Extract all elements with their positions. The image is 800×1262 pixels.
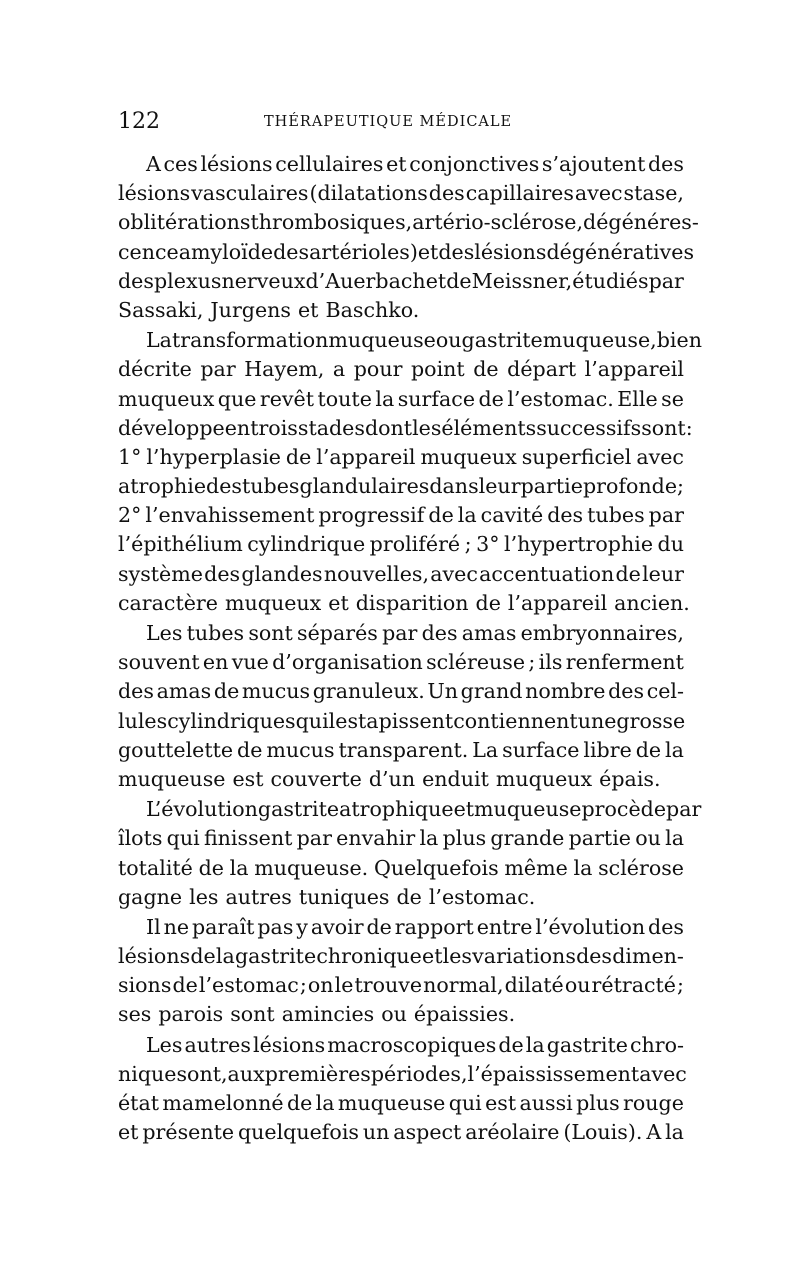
- body-text: [118, 150, 702, 1147]
- text-line: Les tubes sont séparés par des amas embryonnaires,: [146, 621, 684, 645]
- paragraph: [118, 913, 684, 1030]
- text-line: décrite par Hayem, a pour point de départ l’appareil: [118, 357, 684, 382]
- text-line: Les autres lésions macroscopiques de la gastrite chro-: [146, 1032, 684, 1057]
- text-line: développe en trois stades dont les éléments successifs sont :: [118, 415, 693, 440]
- text-line: îlots qui finissent par envahir la plus grande partie ou la: [118, 826, 684, 851]
- text-line: L’évolution gastrite atrophique et muqueuse procède par: [146, 797, 702, 822]
- text-line: 1° l’hyperplasie de l’appareil muqueux superficiel avec: [118, 444, 684, 469]
- text-line: ses parois sont amincies ou épaissies.: [118, 1002, 516, 1027]
- text-line: cence amyloïde des artérioles) et des lésions dégénératives: [118, 239, 695, 264]
- running-head: [118, 107, 690, 137]
- paragraph: [118, 795, 702, 912]
- text-line: et présente quelquefois un aspect aréolaire (Louis). A la: [118, 1120, 684, 1145]
- text-line: A ces lésions cellulaires et conjonctives s’ajoutent des: [146, 152, 684, 176]
- text-line: muqueux que revêt toute la surface de l’estomac. Elle se: [118, 386, 684, 411]
- text-line: gouttelette de mucus transparent. La surface libre de la: [118, 737, 684, 762]
- text-line: Sassaki, Jurgens et Baschko.: [118, 297, 420, 322]
- text-line: totalité de la muqueuse. Quelquefois même la sclérose: [118, 855, 684, 880]
- text-line: Il ne paraît pas y avoir de rapport entre l’évolution des: [146, 914, 684, 939]
- text-line: atrophie des tubes glandulaires dans leur partie profonde ;: [118, 474, 684, 499]
- text-line: système des glandes nouvelles, avec accentuation de leur: [118, 561, 684, 586]
- text-line: l’épithélium cylindrique proliféré ; 3° l’hypertrophie du: [118, 532, 684, 557]
- text-line: lules cylindriques qui les tapissent contiennent une grosse: [118, 708, 686, 733]
- paragraph: [118, 619, 684, 794]
- text-line: muqueuse est couverte d’un enduit muqueux épais.: [118, 766, 661, 791]
- paragraph: [118, 1031, 687, 1148]
- text-line: lésions vasculaires (dilatations des capillaires avec stase,: [118, 181, 684, 206]
- page-number: 122: [118, 109, 160, 134]
- text-line: sions de l’estomac ; on le trouve normal, dilaté ou rétracté ;: [118, 973, 684, 998]
- text-line: état mamelonné de la muqueuse qui est aussi plus rouge: [118, 1091, 684, 1115]
- running-title: THÉRAPEUTIQUE MÉDICALE: [264, 114, 513, 130]
- text-line: nique sont, aux premières périodes, l’épaississement avec: [118, 1061, 687, 1086]
- paragraph: [118, 150, 699, 325]
- text-line: lésions de la gastrite chronique et les variations des dimen-: [118, 944, 684, 969]
- text-line: 2° l’envahissement progressif de la cavité des tubes par: [118, 503, 684, 528]
- text-line: des plexus nerveux d’Auerbach et de Meissner, étudiés par: [118, 268, 684, 293]
- text-line: souvent en vue d’organisation scléreuse ; ils renferment: [118, 650, 684, 675]
- text-line: La transformation muqueuse ou gastrite muqueuse, bien: [146, 328, 702, 353]
- text-line: caractère muqueux et disparition de l’appareil ancien.: [118, 590, 690, 615]
- paragraph: [118, 326, 702, 618]
- text-line: oblitérations thrombosiques, artério-sclérose, dégénéres-: [118, 210, 699, 235]
- text-line: gagne les autres tuniques de l’estomac.: [118, 884, 536, 909]
- text-line: des amas de mucus granuleux. Un grand nombre des cel-: [118, 679, 684, 704]
